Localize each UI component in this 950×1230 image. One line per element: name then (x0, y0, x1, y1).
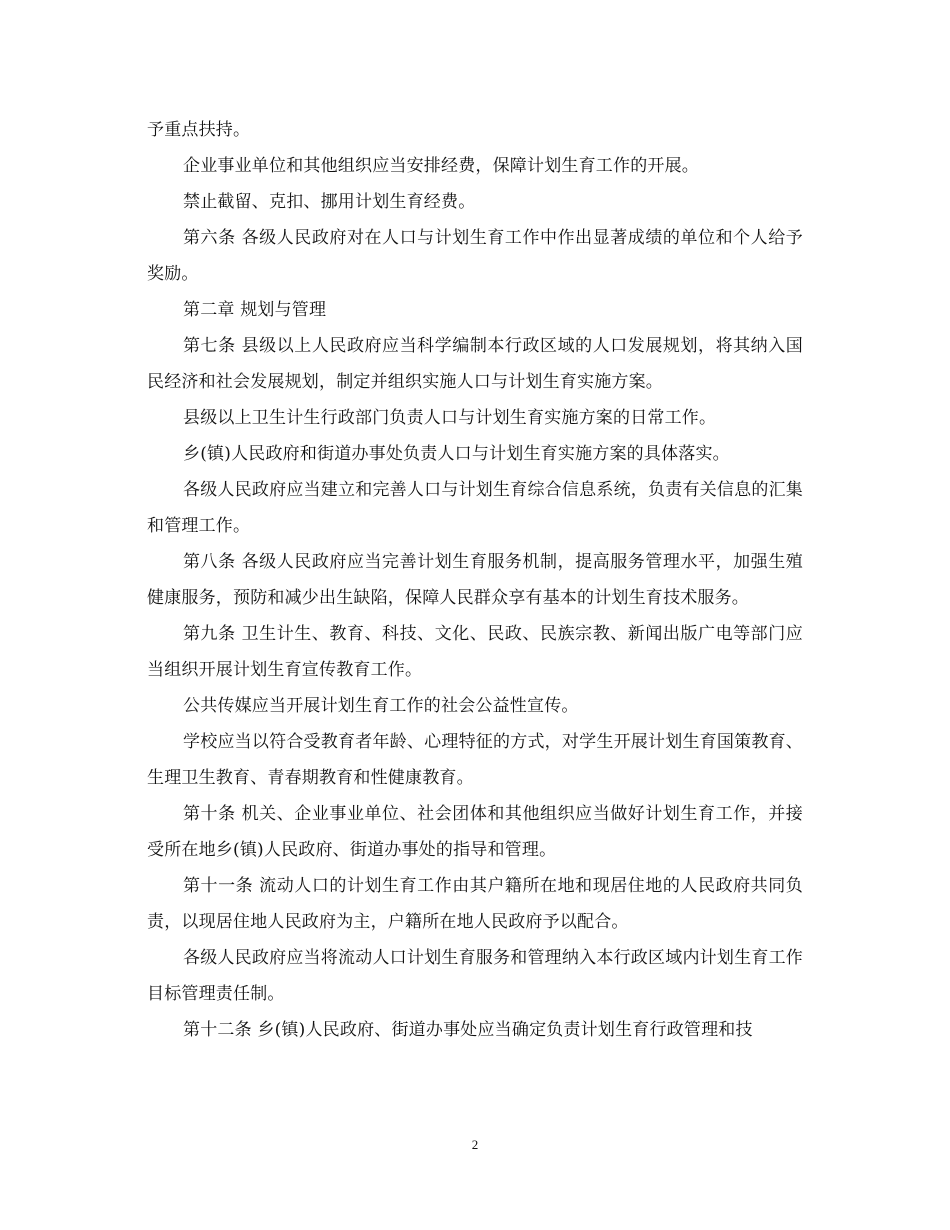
paragraph: 学校应当以符合受教育者年龄、心理特征的方式，对学生开展计划生育国策教育、生理卫生教育、青春期教育和性健康教育。 (147, 732, 803, 788)
chapter-heading: 第二章 规划与管理 (183, 300, 327, 320)
paragraph: 公共传媒应当开展计划生育工作的社会公益性宣传。 (183, 696, 579, 716)
paragraph: 县级以上卫生计生行政部门负责人口与计划生育实施方案的日常工作。 (183, 408, 717, 428)
paragraph: 企业事业单位和其他组织应当安排经费，保障计划生育工作的开展。 (183, 156, 699, 176)
paragraph: 各级人民政府应当建立和完善人口与计划生育综合信息系统，负责有关信息的汇集和管理工作。 (147, 480, 803, 536)
document-body (147, 112, 803, 1048)
paragraph: 禁止截留、克扣、挪用计划生育经费。 (183, 192, 476, 212)
paragraph: 第十条 机关、企业事业单位、社会团体和其他组织应当做好计划生育工作，并接受所在地乡(镇)人民政府、街道办事处的指导和管理。 (147, 804, 803, 860)
paragraph: 第九条 卫生计生、教育、科技、文化、民政、民族宗教、新闻出版广电等部门应当组织开展计划生育宣传教育工作。 (147, 624, 803, 680)
paragraph: 第十一条 流动人口的计划生育工作由其户籍所在地和现居住地的人民政府共同负责，以现居住地人民政府为主，户籍所在地人民政府予以配合。 (147, 876, 803, 932)
paragraph: 第八条 各级人民政府应当完善计划生育服务机制，提高服务管理水平，加强生殖健康服务，预防和减少出生缺陷，保障人民群众享有基本的计划生育技术服务。 (147, 552, 803, 608)
paragraph: 第七条 县级以上人民政府应当科学编制本行政区域的人口发展规划，将其纳入国民经济和社会发展规划，制定并组织实施人口与计划生育实施方案。 (147, 336, 803, 392)
page-number: 2 (471, 1137, 479, 1152)
paragraph: 第六条 各级人民政府对在人口与计划生育工作中作出显著成绩的单位和个人给予奖励。 (147, 228, 803, 284)
paragraph: 予重点扶持。 (147, 120, 251, 140)
paragraph: 第十二条 乡(镇)人民政府、街道办事处应当确定负责计划生育行政管理和技 (183, 1020, 753, 1040)
paragraph: 乡(镇)人民政府和街道办事处负责人口与计划生育实施方案的具体落实。 (183, 444, 730, 464)
paragraph: 各级人民政府应当将流动人口计划生育服务和管理纳入本行政区域内计划生育工作目标管理责任制。 (147, 948, 803, 1004)
